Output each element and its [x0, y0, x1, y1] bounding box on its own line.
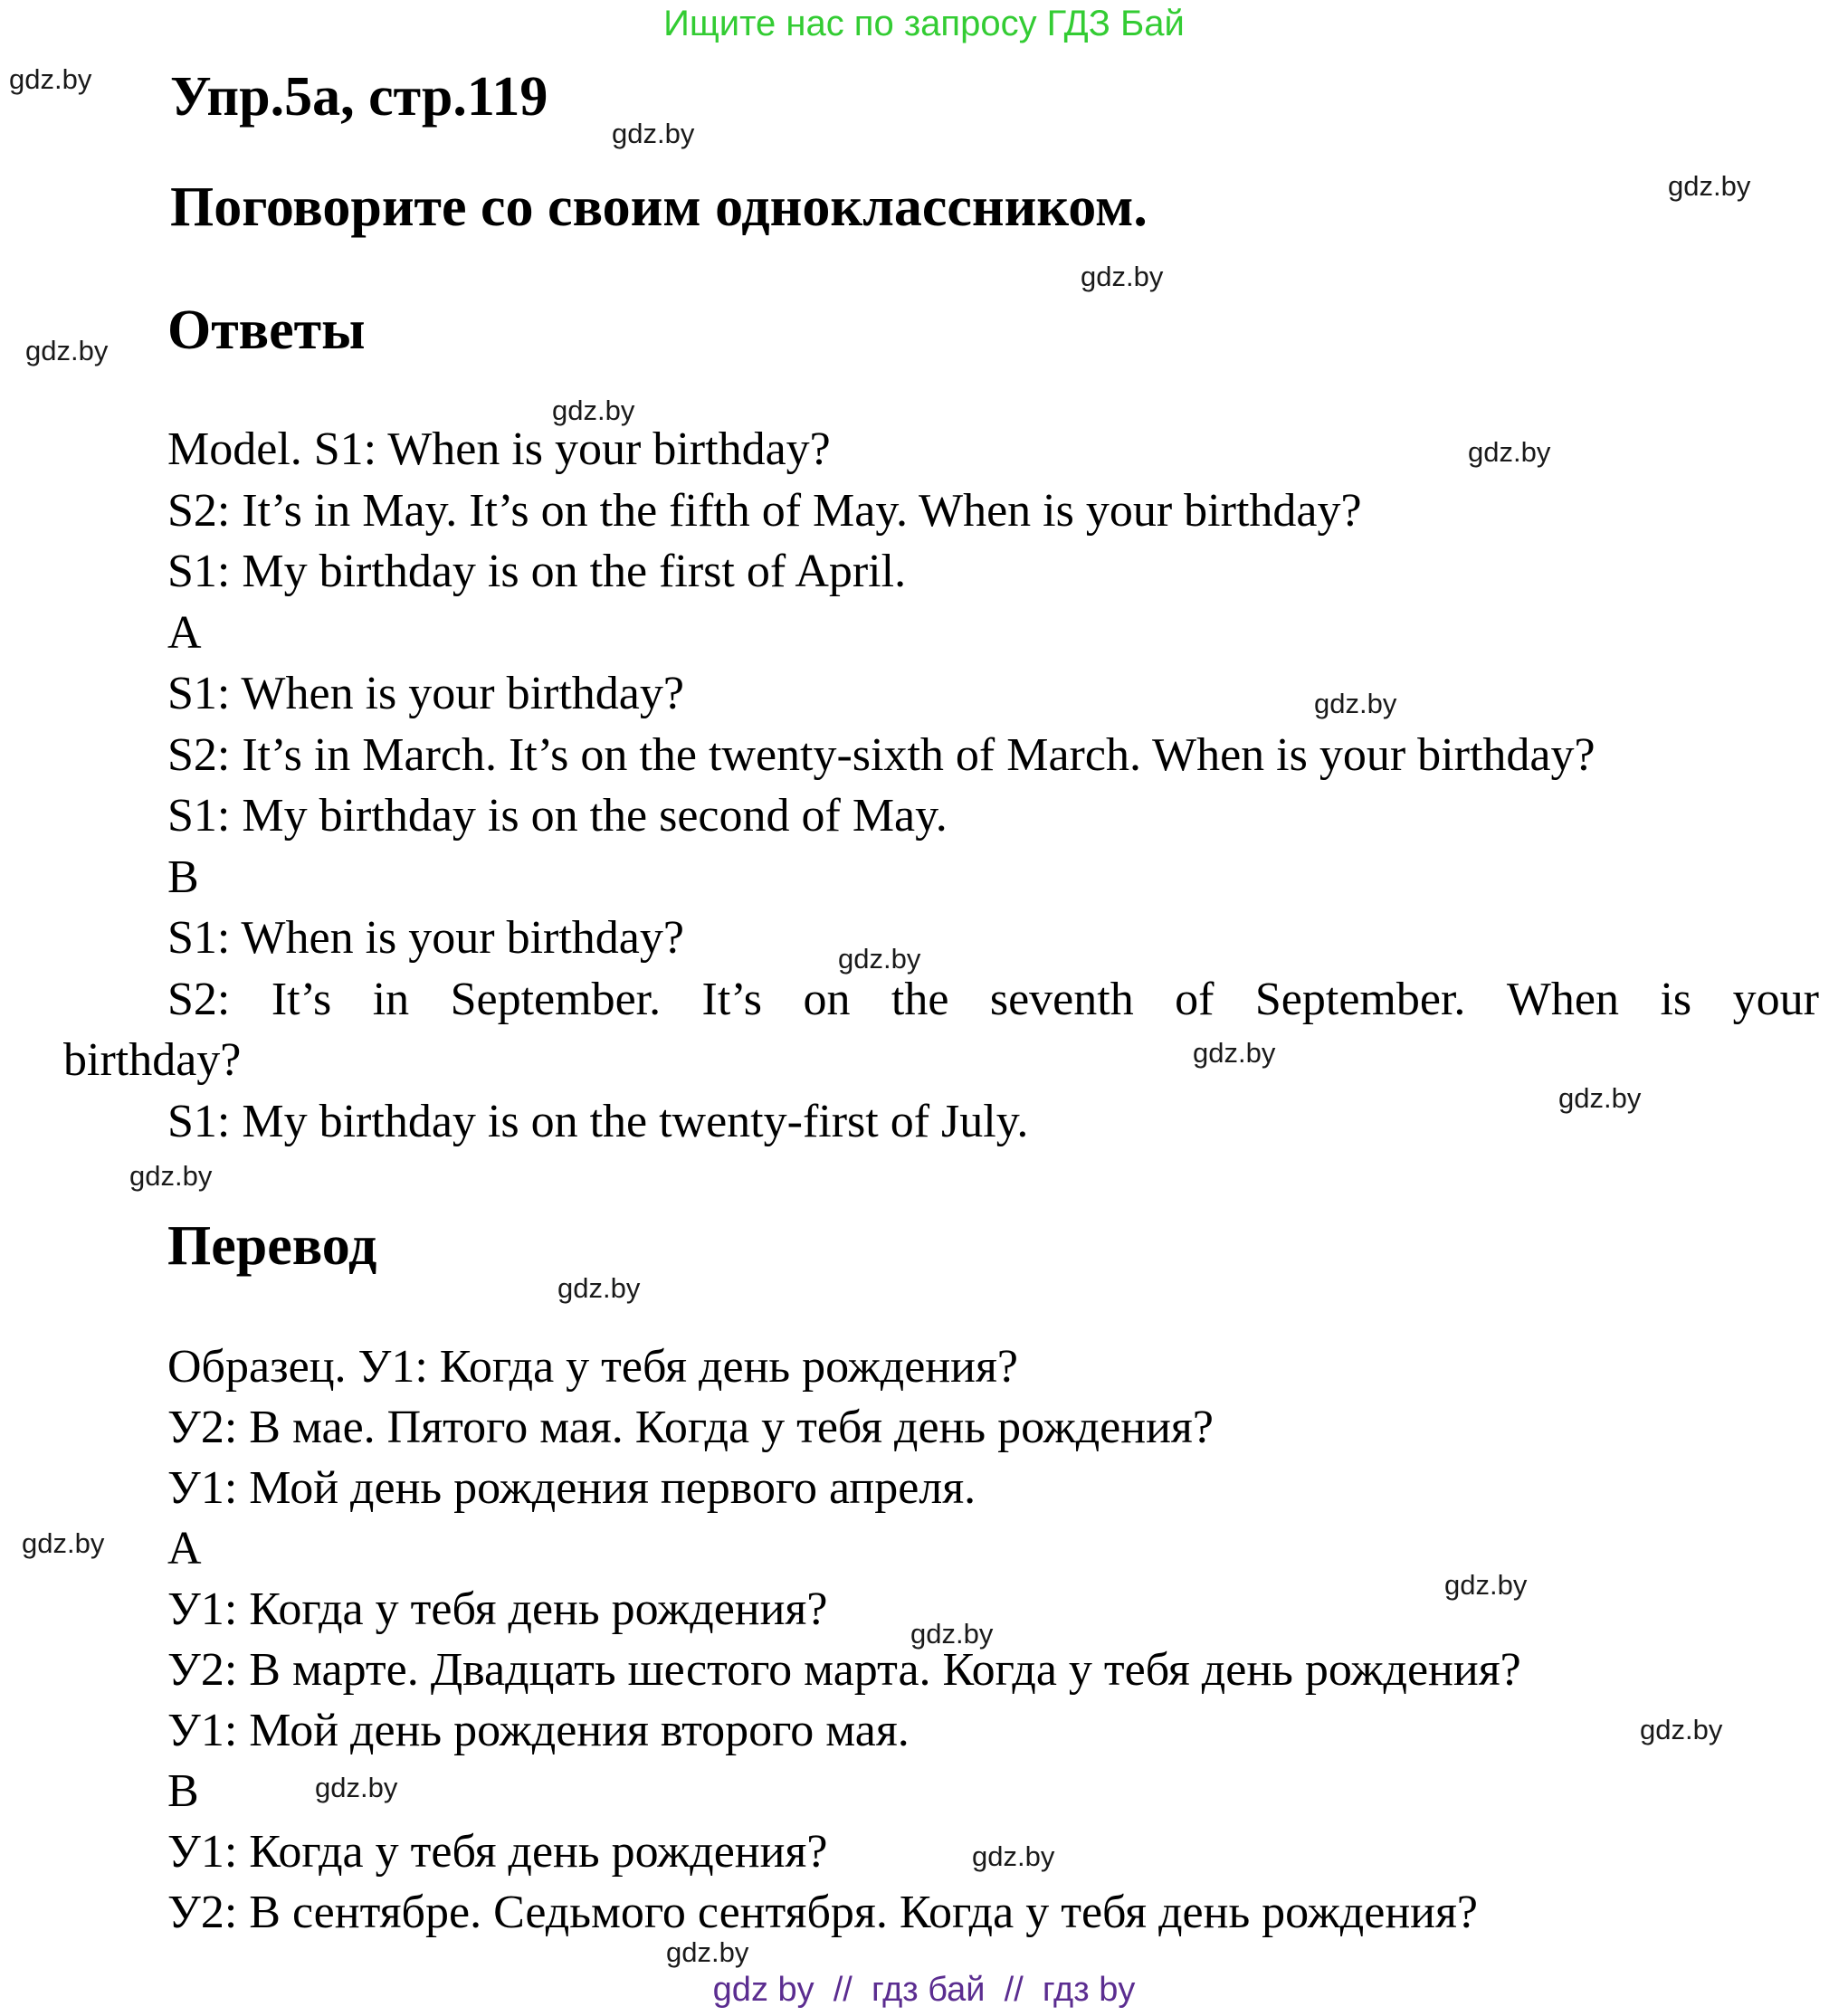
dialogue-line-wrap: birthday?	[63, 1034, 242, 1086]
gdz-watermark: gdz.by	[1081, 261, 1164, 292]
dialogue-line: S1: My birthday is on the twenty-first of July.	[167, 1095, 1029, 1147]
translation-line: Образец. У1: Когда у тебя день рождения?	[167, 1341, 1018, 1393]
promo-banner: Ищите нас по запросу ГДЗ Бай	[663, 4, 1185, 43]
word: September.	[1254, 973, 1466, 1025]
dialogue-line: S2: It’s in May. It’s on the fifth of May. When is your birthday?	[167, 484, 1362, 537]
dialogue-line: S1: When is your birthday?	[167, 668, 684, 719]
gdz-watermark: gdz.by	[1640, 1714, 1723, 1745]
gdz-watermark: gdz.by	[25, 335, 109, 366]
answers-heading: Ответы	[167, 300, 366, 361]
translation-line: У1: Мой день рождения второго мая.	[167, 1705, 910, 1756]
exercise-title: Упр.5а, стр.119	[170, 66, 548, 128]
word: on	[803, 973, 851, 1025]
gdz-watermark: gdz.by	[612, 118, 695, 149]
gdz-watermark: gdz.by	[1468, 436, 1551, 468]
gdz-watermark: gdz.by	[557, 1272, 641, 1304]
dialogue-line-justified	[63, 969, 1819, 1031]
gdz-watermark: gdz.by	[1193, 1037, 1276, 1069]
gdz-watermark: gdz.by	[910, 1618, 994, 1650]
word: September.	[450, 973, 662, 1025]
word: When	[1506, 973, 1620, 1025]
dialogue-line: S2: It’s in March. It’s on the twenty-sixth of March. When is your birthday?	[167, 728, 1596, 781]
answers-dialogue-block	[63, 419, 1819, 1152]
gdz-watermark: gdz.by	[666, 1936, 749, 1968]
gdz-watermark: gdz.by	[1558, 1082, 1642, 1114]
task-heading: Поговорите со своим одноклассником.	[170, 176, 1148, 238]
word: your	[1732, 973, 1819, 1025]
word: is	[1660, 973, 1692, 1025]
footer-site-links: gdz by // гдз бай // гдз by	[712, 1971, 1136, 2009]
gdz-watermark: gdz.by	[972, 1840, 1055, 1872]
translation-line: У1: Мой день рождения первого апреля.	[167, 1462, 976, 1514]
translation-line: У2: В марте. Двадцать шестого марта. Когда у тебя день рождения?	[167, 1644, 1521, 1696]
word: S2:	[167, 973, 231, 1025]
dialogue-line: S1: My birthday is on the second of May.	[167, 790, 948, 842]
dialogue-line: S1: My birthday is on the first of April.	[167, 546, 907, 597]
translation-line: У2: В мае. Пятого мая. Когда у тебя день рождения?	[167, 1402, 1214, 1453]
gdz-watermark: gdz.by	[129, 1160, 213, 1192]
gdz-watermark: gdz.by	[315, 1772, 398, 1803]
word: It’s	[271, 973, 332, 1025]
translation-heading: Перевод	[167, 1215, 377, 1277]
gdz-watermark: gdz.by	[1668, 170, 1751, 202]
translation-line: У1: Когда у тебя день рождения?	[167, 1583, 828, 1635]
translation-line: У2: В сентябре. Седьмого сентября. Когда у тебя день рождения?	[167, 1887, 1479, 1938]
translation-section-label: В	[167, 1765, 199, 1817]
gdz-watermark: gdz.by	[838, 943, 921, 975]
word: in	[372, 973, 410, 1025]
word: of	[1175, 973, 1215, 1025]
dialogue-line: Model. S1: When is your birthday?	[167, 423, 831, 475]
word: It’s	[701, 973, 762, 1025]
dialogue-line: S1: When is your birthday?	[167, 912, 684, 964]
translation-section-label: А	[167, 1523, 202, 1574]
gdz-watermark: gdz.by	[1314, 688, 1397, 719]
word: the	[891, 973, 949, 1025]
translation-line: У1: Когда у тебя день рождения?	[167, 1826, 828, 1878]
dialogue-section-label: A	[167, 606, 202, 659]
gdz-watermark: gdz.by	[552, 395, 635, 426]
dialogue-section-label: B	[167, 851, 199, 903]
gdz-watermark: gdz.by	[9, 63, 92, 95]
gdz-watermark: gdz.by	[22, 1527, 105, 1559]
word: seventh	[989, 973, 1134, 1025]
gdz-watermark: gdz.by	[1444, 1569, 1528, 1601]
